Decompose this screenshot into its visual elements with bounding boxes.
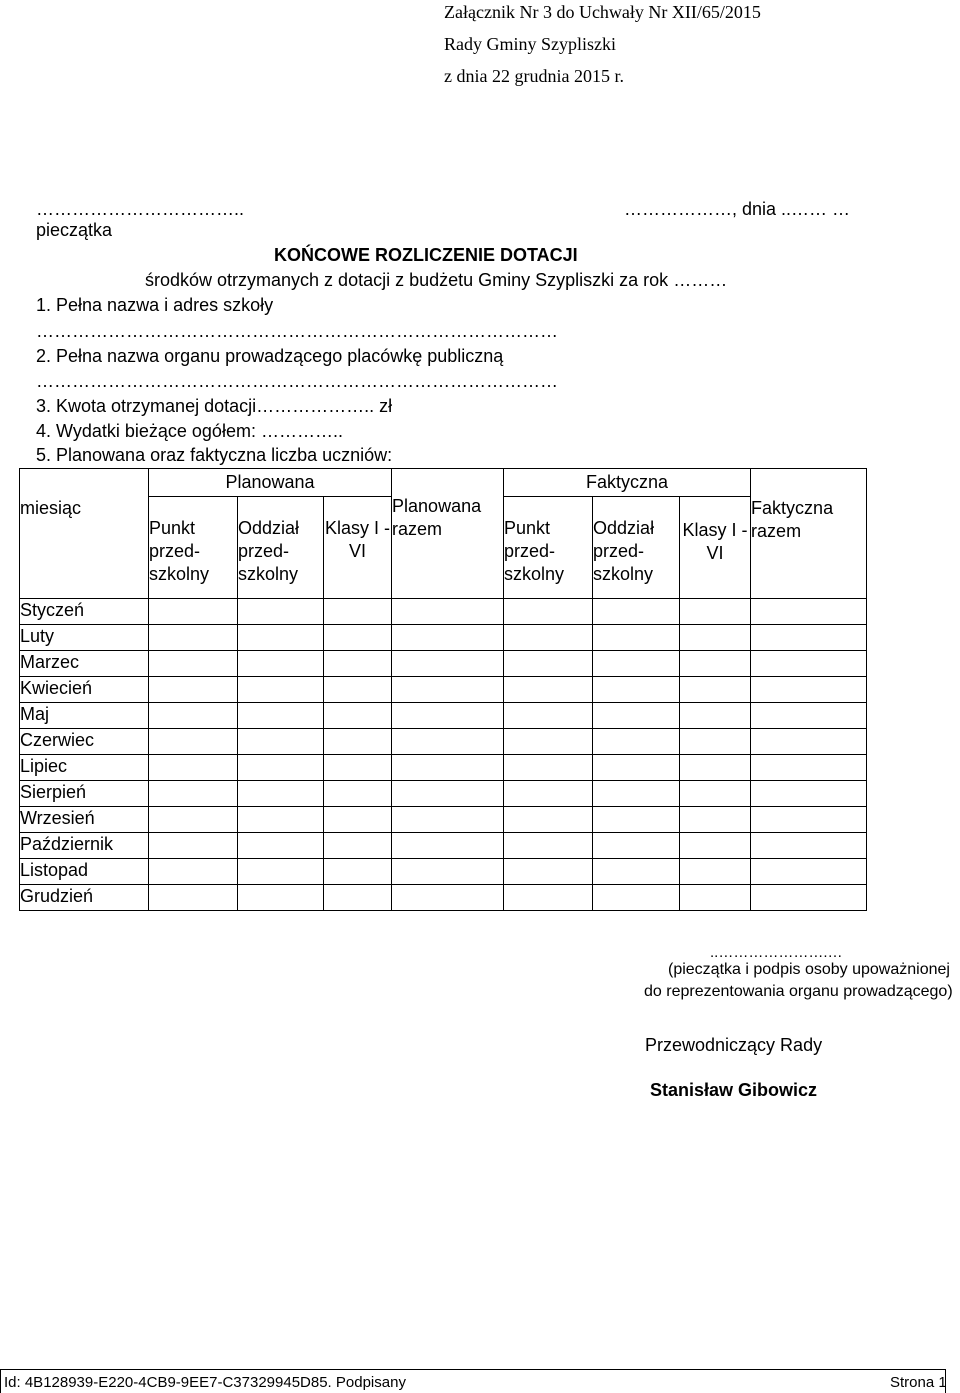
value-cell[interactable] [593, 651, 680, 677]
value-cell[interactable] [238, 807, 324, 833]
value-cell[interactable] [504, 807, 593, 833]
value-cell[interactable] [324, 833, 392, 859]
table-row [20, 625, 867, 651]
value-cell[interactable] [238, 651, 324, 677]
header-line-2: Rady Gminy Szypliszki [444, 34, 616, 54]
header-line-3: z dnia 22 grudnia 2015 r. [444, 66, 624, 86]
planned-total-header: Planowana razem [392, 469, 504, 599]
value-cell[interactable] [392, 625, 504, 651]
value-cell[interactable] [149, 885, 238, 911]
table-row [20, 677, 867, 703]
value-cell[interactable] [392, 729, 504, 755]
month-cell: Październik [20, 833, 149, 859]
value-cell[interactable] [751, 651, 867, 677]
planned-col-preschool-point: Punkt przed-szkolny [149, 497, 238, 599]
value-cell[interactable] [149, 859, 238, 885]
value-cell[interactable] [149, 755, 238, 781]
item-5-label: 5. Planowana oraz faktyczna liczba uczniów: [36, 445, 393, 465]
value-cell[interactable] [680, 807, 751, 833]
footer-left-edge [0, 1369, 1, 1393]
value-cell[interactable] [504, 729, 593, 755]
value-cell[interactable] [238, 859, 324, 885]
value-cell[interactable] [593, 781, 680, 807]
document-subtitle: środków otrzymanych z dotacji z budżetu Gminy Szypliszki za rok ……… [145, 270, 728, 290]
value-cell[interactable] [680, 677, 751, 703]
value-cell[interactable] [680, 625, 751, 651]
value-cell[interactable] [751, 599, 867, 625]
month-cell: Wrzesień [20, 807, 149, 833]
value-cell[interactable] [680, 781, 751, 807]
value-cell[interactable] [324, 885, 392, 911]
month-cell: Czerwiec [20, 729, 149, 755]
stamp-label: pieczątka [36, 220, 113, 240]
value-cell[interactable] [593, 729, 680, 755]
value-cell[interactable] [751, 807, 867, 833]
signature-line-2: do reprezentowania organu prowadzącego) [644, 983, 953, 1000]
value-cell[interactable] [680, 885, 751, 911]
value-cell[interactable] [392, 807, 504, 833]
value-cell[interactable] [593, 755, 680, 781]
value-cell[interactable] [324, 729, 392, 755]
value-cell[interactable] [149, 833, 238, 859]
month-cell: Sierpień [20, 781, 149, 807]
signature-line-1: (pieczątka i podpis osoby upoważnionej [668, 961, 950, 978]
value-cell[interactable] [504, 651, 593, 677]
value-cell[interactable] [238, 625, 324, 651]
value-cell[interactable] [392, 703, 504, 729]
value-cell[interactable] [238, 755, 324, 781]
value-cell[interactable] [751, 729, 867, 755]
actual-col-preschool-point: Punkt przed-szkolny [504, 497, 593, 599]
header-line-1: Załącznik Nr 3 do Uchwały Nr XII/65/2015 [444, 2, 761, 22]
value-cell[interactable] [751, 677, 867, 703]
value-cell[interactable] [392, 755, 504, 781]
value-cell[interactable] [593, 599, 680, 625]
month-cell: Maj [20, 703, 149, 729]
value-cell[interactable] [680, 755, 751, 781]
value-cell[interactable] [680, 651, 751, 677]
value-cell[interactable] [751, 625, 867, 651]
value-cell[interactable] [149, 625, 238, 651]
value-cell[interactable] [593, 625, 680, 651]
value-cell[interactable] [324, 859, 392, 885]
value-cell[interactable] [504, 625, 593, 651]
value-cell[interactable] [593, 677, 680, 703]
value-cell[interactable] [593, 833, 680, 859]
value-cell[interactable] [504, 833, 593, 859]
month-cell: Listopad [20, 859, 149, 885]
table-row [20, 781, 867, 807]
value-cell[interactable] [504, 885, 593, 911]
value-cell[interactable] [392, 781, 504, 807]
item-3-label: 3. Kwota otrzymanej dotacji……………….. zł [36, 396, 393, 416]
actual-group-header: Faktyczna [504, 469, 751, 497]
signature-dots: ..………………….… [710, 944, 843, 961]
value-cell[interactable] [751, 755, 867, 781]
month-cell: Grudzień [20, 885, 149, 911]
students-table [19, 468, 867, 911]
date-line: ………………, dnia ..…… … [624, 199, 851, 219]
stamp-dots: …………………………….. [36, 199, 245, 219]
value-cell[interactable] [680, 703, 751, 729]
chairman-name: Stanisław Gibowicz [650, 1080, 818, 1100]
value-cell[interactable] [504, 677, 593, 703]
value-cell[interactable] [238, 599, 324, 625]
planned-group-header: Planowana [149, 469, 392, 497]
actual-total-header: Faktyczna razem [751, 469, 867, 599]
value-cell[interactable] [751, 781, 867, 807]
table-row [20, 599, 867, 625]
value-cell[interactable] [324, 677, 392, 703]
value-cell[interactable] [324, 807, 392, 833]
value-cell[interactable] [238, 677, 324, 703]
month-cell: Styczeń [20, 599, 149, 625]
planned-col-preschool-unit: Oddział przed-szkolny [238, 497, 324, 599]
value-cell[interactable] [751, 859, 867, 885]
value-cell[interactable] [751, 885, 867, 911]
value-cell[interactable] [504, 703, 593, 729]
value-cell[interactable] [504, 859, 593, 885]
value-cell[interactable] [392, 651, 504, 677]
footer-rule [0, 1369, 946, 1370]
table-row [20, 651, 867, 677]
footer-id: Id: 4B128939-E220-4CB9-9EE7-C37329945D85. Podpisany [4, 1374, 406, 1391]
table-row [20, 833, 867, 859]
item-1-label: 1. Pełna nazwa i adres szkoły [36, 295, 274, 315]
value-cell[interactable] [149, 729, 238, 755]
value-cell[interactable] [324, 781, 392, 807]
value-cell[interactable] [149, 599, 238, 625]
value-cell[interactable] [324, 599, 392, 625]
value-cell[interactable] [149, 781, 238, 807]
value-cell[interactable] [392, 885, 504, 911]
value-cell[interactable] [238, 781, 324, 807]
value-cell[interactable] [324, 651, 392, 677]
value-cell[interactable] [392, 859, 504, 885]
table-row [20, 703, 867, 729]
chairman-title: Przewodniczący Rady [645, 1035, 823, 1055]
value-cell[interactable] [504, 599, 593, 625]
value-cell[interactable] [392, 677, 504, 703]
value-cell[interactable] [392, 599, 504, 625]
value-cell[interactable] [751, 833, 867, 859]
actual-col-preschool-unit: Oddział przed-szkolny [593, 497, 680, 599]
month-cell: Lipiec [20, 755, 149, 781]
item-1-dots: …………………………………………………………………………… [36, 321, 558, 341]
item-4-label: 4. Wydatki bieżące ogółem: ………….. [36, 421, 343, 441]
value-cell[interactable] [593, 885, 680, 911]
value-cell[interactable] [324, 625, 392, 651]
value-cell[interactable] [680, 859, 751, 885]
value-cell[interactable] [680, 729, 751, 755]
value-cell[interactable] [392, 833, 504, 859]
table-row [20, 859, 867, 885]
value-cell[interactable] [238, 833, 324, 859]
item-2-label: 2. Pełna nazwa organu prowadzącego placówkę publiczną [36, 346, 504, 366]
value-cell[interactable] [149, 807, 238, 833]
table-row [20, 729, 867, 755]
value-cell[interactable] [238, 729, 324, 755]
actual-col-grades: Klasy I - VI [680, 497, 751, 599]
value-cell[interactable] [324, 755, 392, 781]
value-cell[interactable] [238, 885, 324, 911]
value-cell[interactable] [680, 833, 751, 859]
value-cell[interactable] [149, 651, 238, 677]
value-cell[interactable] [504, 781, 593, 807]
month-header: miesiąc [20, 469, 149, 599]
value-cell[interactable] [680, 599, 751, 625]
planned-col-grades: Klasy I - VI [324, 497, 392, 599]
value-cell[interactable] [149, 677, 238, 703]
value-cell[interactable] [593, 859, 680, 885]
value-cell[interactable] [593, 703, 680, 729]
value-cell[interactable] [504, 755, 593, 781]
month-cell: Kwiecień [20, 677, 149, 703]
table-row [20, 755, 867, 781]
value-cell[interactable] [238, 703, 324, 729]
table-row [20, 885, 867, 911]
value-cell[interactable] [149, 703, 238, 729]
month-cell: Marzec [20, 651, 149, 677]
value-cell[interactable] [324, 703, 392, 729]
value-cell[interactable] [593, 807, 680, 833]
document-title: KOŃCOWE ROZLICZENIE DOTACJI [274, 245, 578, 265]
value-cell[interactable] [751, 703, 867, 729]
table-row [20, 807, 867, 833]
footer-page-number: Strona 1 [890, 1374, 947, 1391]
item-2-dots: …………………………………………………………………………… [36, 371, 558, 391]
month-cell: Luty [20, 625, 149, 651]
